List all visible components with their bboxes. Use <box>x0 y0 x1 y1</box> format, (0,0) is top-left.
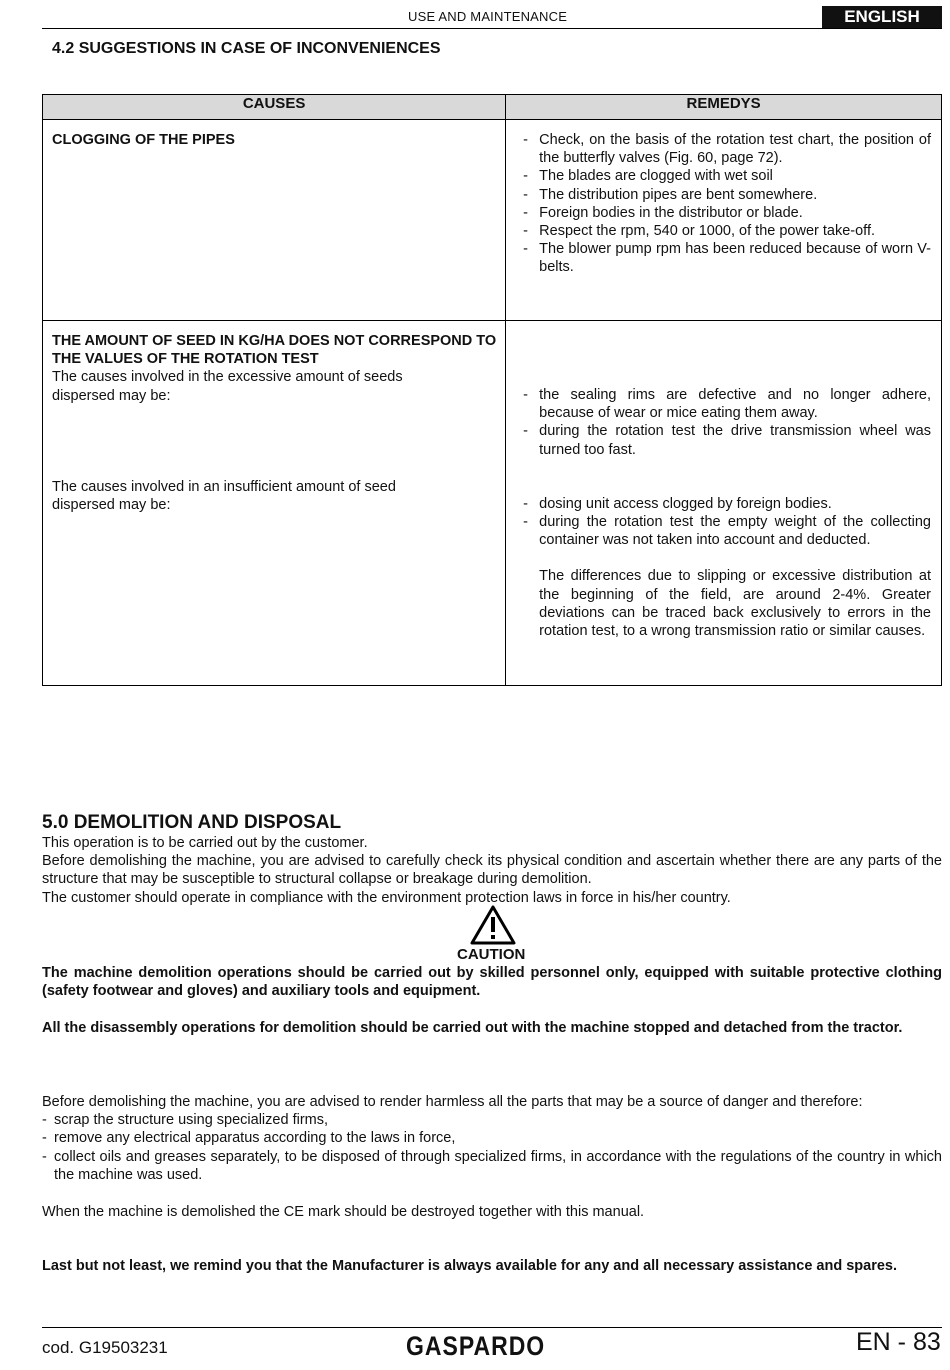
deviation-note: The differences due to slipping or excessive distribution at the beginning of the field, are around 2-4%. Greater deviations can be traced back exclusively to errors in the rotation test, to a wrong transmission ratio or similar causes. <box>539 568 931 640</box>
footer-divider <box>42 1327 942 1328</box>
list-item: - Foreign bodies in the distributor or blade. <box>521 204 931 222</box>
table-header-row <box>43 95 942 120</box>
remedy-list-excess <box>521 386 931 459</box>
header-divider <box>42 28 942 29</box>
list-item: - The blades are clogged with wet soil <box>521 167 931 185</box>
brand-logo: GASPARDO <box>406 1330 546 1361</box>
caution-text-1: The machine demolition operations should be carried out by skilled personnel only, equipped with suitable protective clothing (safety footwear and gloves) and auxiliary tools and equipment. <box>42 965 942 1000</box>
list-item: - The distribution pipes are bent somewhere. <box>521 186 931 204</box>
cause-cell-2 <box>43 321 506 686</box>
demolition-p6: Last but not least, we remind you that the Manufacturer is always available for any and all necessary assistance and spares. <box>42 1258 898 1274</box>
cause-title-clogging: CLOGGING OF THE PIPES <box>52 132 235 148</box>
insufficient-intro-2: dispersed may be: <box>52 497 171 514</box>
demolition-steps <box>42 1111 942 1184</box>
suggestions-table <box>42 94 942 686</box>
demolition-title: 5.0 DEMOLITION AND DISPOSAL <box>42 812 342 833</box>
cause-cell-1 <box>43 120 506 321</box>
demolition-p2: Before demolishing the machine, you are advised to carefully check its physical condition and ascertain whether there are any parts of the structure that may be susceptible to structural collapse or breakage during demolition. <box>42 853 942 888</box>
list-item: - remove any electrical apparatus according to the laws in force, <box>42 1129 942 1147</box>
list-item: - during the rotation test the empty weight of the collecting container was not taken into account and deducted. <box>521 513 931 549</box>
remedy-cell-2 <box>506 321 942 686</box>
demolition-p3: The customer should operate in compliance with the environment protection laws in force in his/her country. <box>42 889 731 906</box>
remedy-list-insufficient <box>521 495 931 550</box>
language-badge: ENGLISH <box>822 6 942 28</box>
insufficient-intro-1: The causes involved in an insufficient amount of seed <box>52 478 396 495</box>
demolition-intro <box>42 834 942 907</box>
caution-label: CAUTION <box>457 946 526 963</box>
list-item: - dosing unit access clogged by foreign bodies. <box>521 495 931 513</box>
list-item: - the sealing rims are defective and no longer adhere, because of wear or mice eating them away. <box>521 386 931 422</box>
demolition-p4: Before demolishing the machine, you are advised to render harmless all the parts that may be a source of danger and therefore: <box>42 1094 863 1110</box>
excess-intro-2: dispersed may be: <box>52 387 171 404</box>
demolition-steps-block <box>42 1093 942 1184</box>
table-row <box>43 120 942 321</box>
demolition-p1: This operation is to be carried out by the customer. <box>42 835 368 851</box>
cause-title-seed-2: THE VALUES OF THE ROTATION TEST <box>52 351 319 368</box>
list-item: - during the rotation test the drive transmission wheel was turned too fast. <box>521 422 931 458</box>
document-code: cod. G19503231 <box>42 1338 168 1357</box>
list-item: - Respect the rpm, 540 or 1000, of the power take-off. <box>521 222 931 240</box>
excess-intro-1: The causes involved in the excessive amount of seeds <box>52 369 403 386</box>
caution-text-2: All the disassembly operations for demolition should be carried out with the machine stopped and detached from the tractor. <box>42 1020 903 1036</box>
demolition-p5: When the machine is demolished the CE mark should be destroyed together with this manual. <box>42 1204 645 1220</box>
warning-triangle-icon <box>470 905 516 945</box>
page-number: EN - 83 <box>856 1328 941 1356</box>
list-item: - The blower pump rpm has been reduced because of worn V-belts. <box>521 240 931 276</box>
remedy-list-clogging <box>521 131 931 277</box>
cause-title-seed-1: THE AMOUNT OF SEED IN KG/HA DOES NOT CORRESPOND TO <box>52 333 497 349</box>
list-item: - Check, on the basis of the rotation test chart, the position of the butterfly valves (Fig. 60, page 72). <box>521 131 931 167</box>
list-item: - collect oils and greases separately, to be disposed of through specialized firms, in accordance with the regulations of the country in which the machine was used. <box>42 1148 942 1184</box>
remedies-header: REMEDYS <box>506 95 942 120</box>
suggestions-title: 4.2 SUGGESTIONS IN CASE OF INCONVENIENCES <box>52 40 441 57</box>
causes-header: CAUSES <box>43 95 506 120</box>
list-item: - scrap the structure using specialized firms, <box>42 1111 942 1129</box>
table-row <box>43 321 942 686</box>
header-section: USE AND MAINTENANCE <box>408 9 568 24</box>
remedy-cell-1 <box>506 120 942 321</box>
